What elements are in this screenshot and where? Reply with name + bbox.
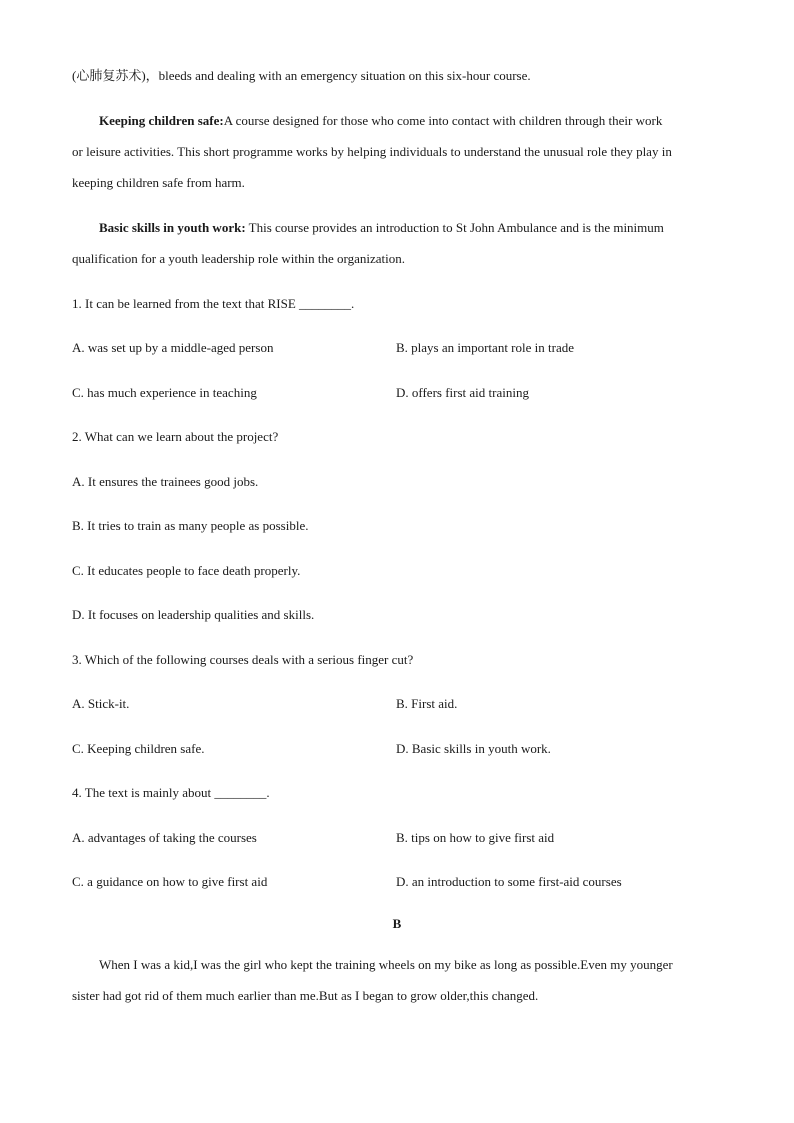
question-4-option-c: C. a guidance on how to give first aid	[72, 874, 268, 889]
question-4-option-b: B. tips on how to give first aid	[396, 830, 555, 845]
question-4-option-a: A. advantages of taking the courses	[72, 830, 257, 845]
question-4-option-d: D. an introduction to some first-aid courses	[396, 874, 622, 889]
question-3-option-b: B. First aid.	[396, 696, 458, 711]
passage-line-cpr: (心肺复苏术)，bleeds and dealing with an emergency situation on this six-hour course.	[72, 68, 531, 83]
basic-skills-line-1	[99, 220, 664, 236]
basic-skills-title: Basic skills in youth work:	[99, 220, 246, 235]
keeping-children-safe-title: Keeping children safe:	[99, 113, 224, 128]
question-4-stem: 4. The text is mainly about ________.	[72, 785, 270, 800]
basic-skills-line-2: qualification for a youth leadership role within the organization.	[72, 251, 405, 266]
question-1-option-c: C. has much experience in teaching	[72, 385, 257, 400]
section-b-heading: B	[392, 916, 402, 931]
question-1-option-d: D. offers first aid training	[396, 385, 529, 400]
section-b-line-2: sister had got rid of them much earlier than me.But as I began to grow older,this changed.	[72, 988, 539, 1003]
question-1-stem: 1. It can be learned from the text that RISE ________.	[72, 296, 355, 311]
question-2-option-b: B. It tries to train as many people as possible.	[72, 518, 309, 533]
question-3-stem: 3. Which of the following courses deals with a serious finger cut?	[72, 652, 414, 667]
basic-skills-text: This course provides an introduction to St John Ambulance and is the minimum	[245, 220, 664, 235]
question-2-option-a: A. It ensures the trainees good jobs.	[72, 474, 259, 489]
question-3-option-d: D. Basic skills in youth work.	[396, 741, 551, 756]
question-1-option-a: A. was set up by a middle-aged person	[72, 340, 274, 355]
question-2-option-d: D. It focuses on leadership qualities and skills.	[72, 607, 315, 622]
question-3-option-a: A. Stick-it.	[72, 696, 130, 711]
keeping-children-safe-line-2: or leisure activities. This short programme works by helping individuals to understand the unusual role they play in	[72, 144, 672, 159]
keeping-children-safe-line-3: keeping children safe from harm.	[72, 175, 245, 190]
question-2-option-c: C. It educates people to face death properly.	[72, 563, 301, 578]
question-3-option-c: C. Keeping children safe.	[72, 741, 205, 756]
keeping-children-safe-text: A course designed for those who come into contact with children through their work	[223, 113, 663, 128]
question-1-option-b: B. plays an important role in trade	[396, 340, 574, 355]
question-2-stem: 2. What can we learn about the project?	[72, 429, 279, 444]
section-b-line-1: When I was a kid,I was the girl who kept the training wheels on my bike as long as possible.Even my younger	[99, 957, 673, 972]
keeping-children-safe-line-1	[99, 113, 662, 129]
